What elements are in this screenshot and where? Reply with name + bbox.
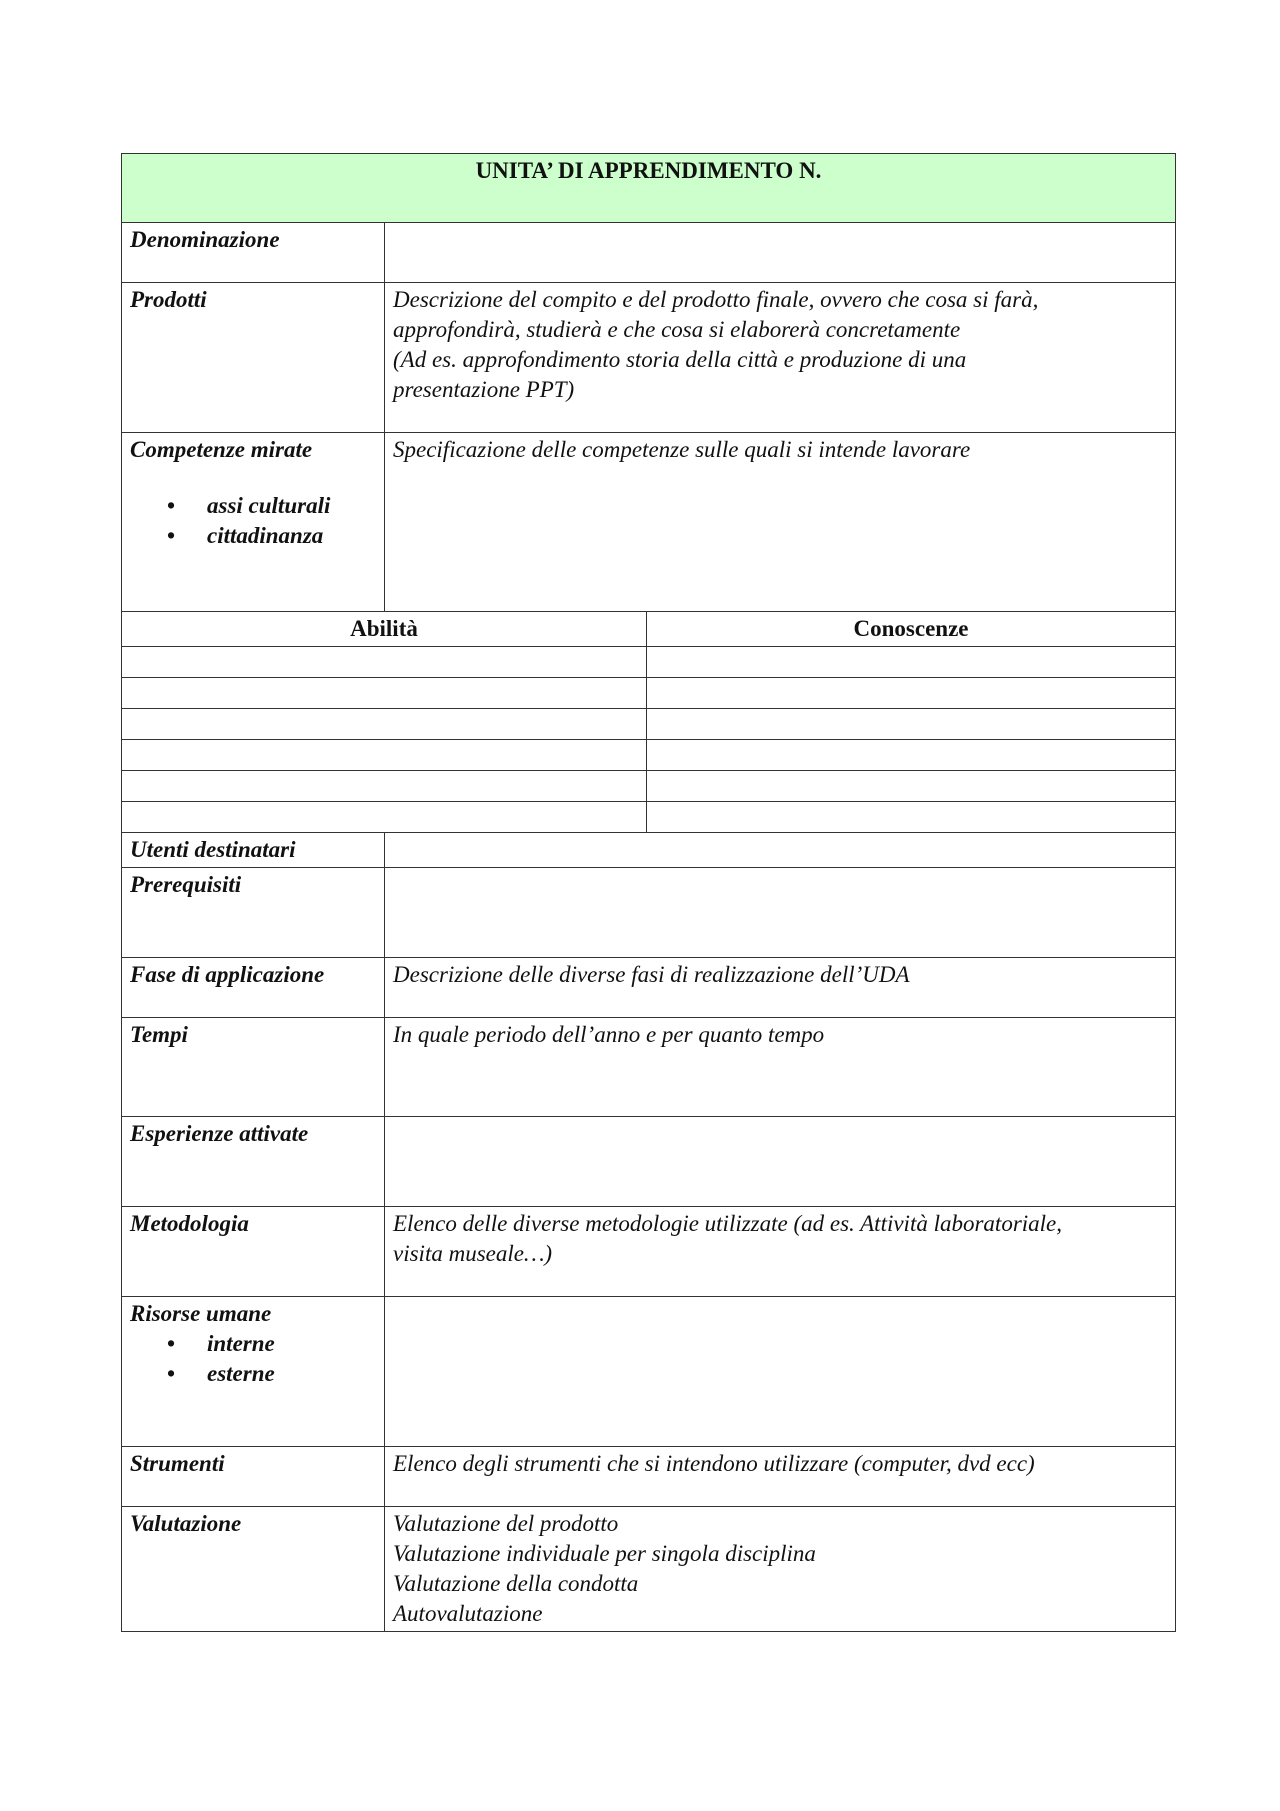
row-valutazione xyxy=(122,1507,1176,1632)
risorse-label-text: Risorse umane xyxy=(130,1301,272,1326)
value-strumenti[interactable]: Elenco degli strumenti che si intendono utilizzare (computer, dvd ecc) xyxy=(385,1447,1176,1507)
table-row xyxy=(122,678,1176,709)
row-metodologia xyxy=(122,1207,1176,1297)
value-metodologia[interactable] xyxy=(385,1207,1176,1297)
list-item: • cittadinanza xyxy=(207,521,376,551)
abilita-cell[interactable] xyxy=(122,802,647,833)
value-fase[interactable]: Descrizione delle diverse fasi di realizzazione dell’UDA xyxy=(385,958,1176,1018)
abilita-cell[interactable] xyxy=(122,647,647,678)
conoscenze-cell[interactable] xyxy=(647,647,1176,678)
row-abilita-conoscenze-header xyxy=(122,612,1176,647)
risorse-bullet-list xyxy=(130,1329,376,1389)
value-prerequisiti[interactable] xyxy=(385,868,1176,958)
row-risorse xyxy=(122,1297,1176,1447)
abilita-cell[interactable] xyxy=(122,678,647,709)
value-denominazione[interactable] xyxy=(385,223,1176,283)
valutazione-line: Valutazione individuale per singola disciplina xyxy=(393,1541,816,1566)
conoscenze-cell[interactable] xyxy=(647,740,1176,771)
metodologia-line: Elenco delle diverse metodologie utilizzate (ad es. Attività laboratoriale, xyxy=(393,1211,1063,1236)
value-tempi[interactable]: In quale periodo dell’anno e per quanto tempo xyxy=(385,1018,1176,1117)
title-row xyxy=(122,154,1176,223)
abilita-cell[interactable] xyxy=(122,740,647,771)
uda-table xyxy=(121,153,1176,1632)
value-esperienze[interactable] xyxy=(385,1117,1176,1207)
row-tempi xyxy=(122,1018,1176,1117)
prodotti-line: approfondirà, studierà e che cosa si elaborerà concretamente xyxy=(393,317,961,342)
abilita-cell[interactable] xyxy=(122,771,647,802)
list-item: • interne xyxy=(207,1329,376,1359)
bullet-icon: • xyxy=(167,1361,176,1386)
label-risorse xyxy=(122,1297,385,1447)
list-item: • assi culturali xyxy=(207,491,376,521)
table-row xyxy=(122,709,1176,740)
prodotti-line: presentazione PPT) xyxy=(393,377,575,402)
prodotti-line: Descrizione del compito e del prodotto finale, ovvero che cosa si farà, xyxy=(393,287,1039,312)
conoscenze-cell[interactable] xyxy=(647,802,1176,833)
label-esperienze: Esperienze attivate xyxy=(122,1117,385,1207)
row-prodotti xyxy=(122,283,1176,433)
label-utenti: Utenti destinatari xyxy=(122,833,385,868)
row-strumenti xyxy=(122,1447,1176,1507)
value-valutazione[interactable] xyxy=(385,1507,1176,1632)
row-prerequisiti xyxy=(122,868,1176,958)
label-strumenti: Strumenti xyxy=(122,1447,385,1507)
value-risorse[interactable] xyxy=(385,1297,1176,1447)
row-esperienze xyxy=(122,1117,1176,1207)
table-row xyxy=(122,771,1176,802)
label-metodologia: Metodologia xyxy=(122,1207,385,1297)
row-fase xyxy=(122,958,1176,1018)
conoscenze-cell[interactable] xyxy=(647,771,1176,802)
valutazione-line: Valutazione della condotta xyxy=(393,1571,639,1596)
label-tempi: Tempi xyxy=(122,1018,385,1117)
bullet-icon: • xyxy=(167,1331,176,1356)
prodotti-line: (Ad es. approfondimento storia della città e produzione di una xyxy=(393,347,967,372)
label-denominazione: Denominazione xyxy=(122,223,385,283)
label-prodotti: Prodotti xyxy=(122,283,385,433)
list-item: • esterne xyxy=(207,1359,376,1389)
value-prodotti[interactable] xyxy=(385,283,1176,433)
abilita-cell[interactable] xyxy=(122,709,647,740)
label-competenze xyxy=(122,433,385,612)
label-valutazione: Valutazione xyxy=(122,1507,385,1632)
competenze-label-text: Competenze mirate xyxy=(130,437,313,462)
label-prerequisiti: Prerequisiti xyxy=(122,868,385,958)
conoscenze-cell[interactable] xyxy=(647,709,1176,740)
conoscenze-cell[interactable] xyxy=(647,678,1176,709)
row-utenti xyxy=(122,833,1176,868)
bullet-icon: • xyxy=(167,523,176,548)
row-denominazione xyxy=(122,223,1176,283)
competenze-bullet-list xyxy=(130,491,376,551)
table-row xyxy=(122,740,1176,771)
metodologia-line: visita museale…) xyxy=(393,1241,553,1266)
header-conoscenze: Conoscenze xyxy=(647,612,1176,647)
valutazione-line: Valutazione del prodotto xyxy=(393,1511,619,1536)
bullet-icon: • xyxy=(167,493,176,518)
table-row xyxy=(122,647,1176,678)
valutazione-line: Autovalutazione xyxy=(393,1601,543,1626)
header-abilita: Abilità xyxy=(122,612,647,647)
table-row xyxy=(122,802,1176,833)
table-title: UNITA’ DI APPRENDIMENTO N. xyxy=(122,154,1176,223)
value-competenze[interactable]: Specificazione delle competenze sulle quali si intende lavorare xyxy=(385,433,1176,612)
value-utenti[interactable] xyxy=(385,833,1176,868)
row-competenze xyxy=(122,433,1176,612)
label-fase: Fase di applicazione xyxy=(122,958,385,1018)
